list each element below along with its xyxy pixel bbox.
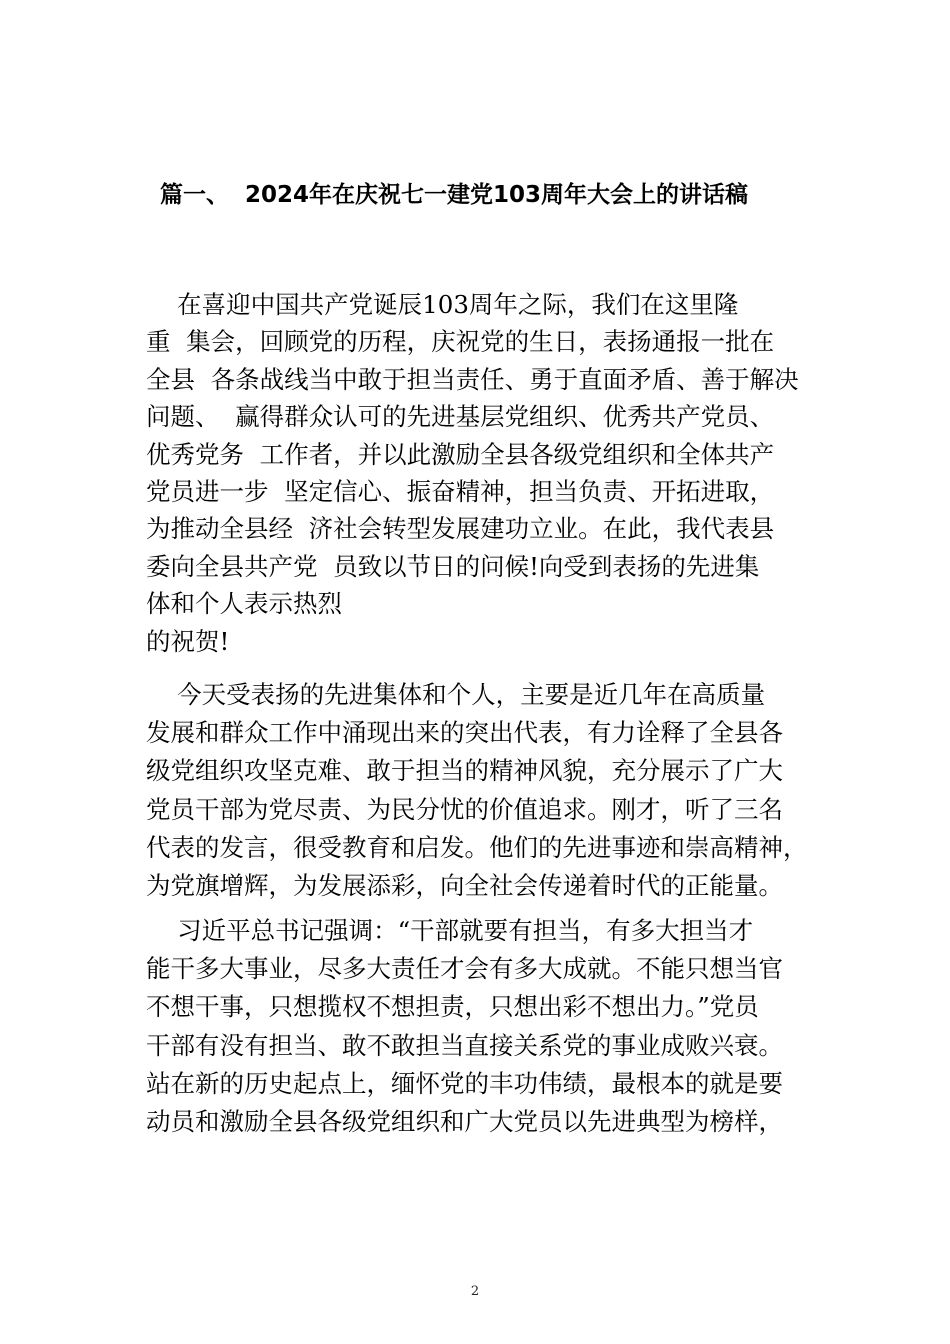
text-line: 为党旗增辉，为发展添彩，向全社会传递着时代的正能量。	[146, 870, 783, 900]
paragraph-2	[146, 676, 806, 905]
text-line: 代表的发言，很受教育和启发。他们的先进事迹和崇高精神，	[146, 832, 808, 862]
document-title	[160, 178, 860, 212]
text-line: 的祝贺!	[146, 626, 230, 656]
title-main: 2024年在庆祝七一建党103周年大会上的讲话稿	[245, 182, 749, 208]
text-line: 动员和激励全县各级党组织和广大党员以先进典型为榜样，	[146, 1106, 783, 1136]
page-number: 2	[470, 1284, 480, 1299]
text-line: 重 集会，回顾党的历程，庆祝党的生日，表扬通报一批在	[146, 327, 775, 357]
text-line: 为推动全县经 济社会转型发展建功立业。在此，我代表县	[146, 514, 775, 544]
text-line: 习近平总书记强调：“干部就要有担当，有多大担当才	[146, 916, 754, 945]
text-line: 党员干部为党尽责、为民分忧的价值追求。刚才，听了三名	[146, 794, 783, 824]
text-line: 不想干事，只想揽权不想担责，只想出彩不想出力。”党员	[146, 992, 759, 1022]
title-prefix: 篇一、	[160, 182, 229, 208]
text-line: 能干多大事业，尽多大责任才会有多大成就。不能只想当官	[146, 954, 783, 984]
paragraph-1	[146, 286, 806, 660]
text-line: 优秀党务 工作者，并以此激励全县各级党组织和全体共产	[146, 439, 775, 469]
text-line: 站在新的历史起点上，缅怀党的丰功伟绩，最根本的就是要	[146, 1068, 783, 1098]
text-line: 党员进一步 坚定信心、振奋精神，担当负责、开拓进取，	[146, 476, 775, 506]
text-line: 发展和群众工作中涌现出来的突出代表，有力诠释了全县各	[146, 718, 783, 748]
text-line: 全县 各条战线当中敢于担当责任、勇于直面矛盾、善于解决	[146, 364, 799, 394]
text-line: 今天受表扬的先进集体和个人，主要是近几年在高质量	[146, 680, 766, 709]
text-line: 在喜迎中国共产党诞辰103周年之际，我们在这里隆	[146, 290, 739, 319]
text-line: 委向全县共产党 员致以节日的问候!向受到表扬的先进集	[146, 551, 760, 581]
text-line: 体和个人表示热烈	[146, 589, 342, 619]
text-line: 级党组织攻坚克难、敢于担当的精神风貌，充分展示了广大	[146, 756, 783, 786]
text-line: 干部有没有担当、敢不敢担当直接关系党的事业成败兴衰。	[146, 1030, 783, 1060]
text-line: 问题、 赢得群众认可的先进基层党组织、优秀共产党员、	[146, 402, 775, 432]
paragraph-3	[146, 912, 806, 1141]
